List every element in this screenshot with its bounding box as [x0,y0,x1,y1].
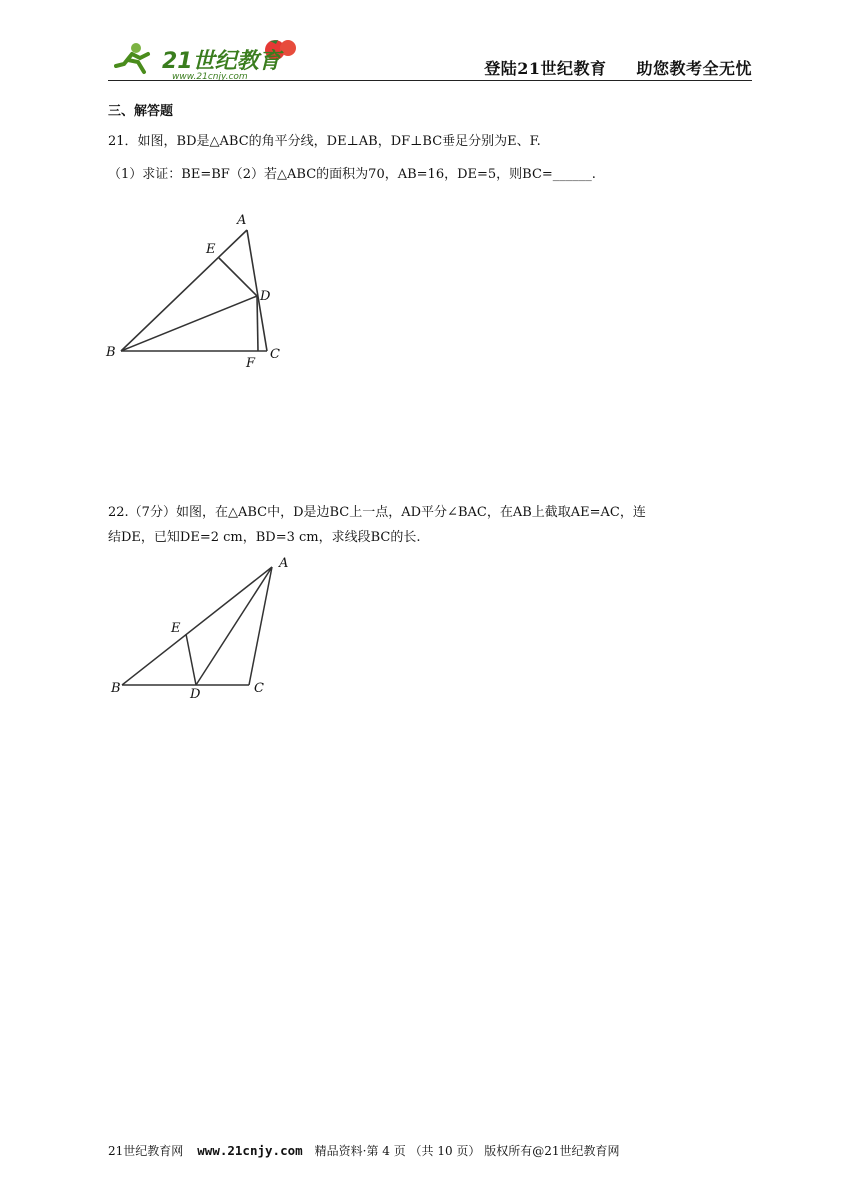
q21-label-b: B [106,345,116,360]
q21-label-f: F [246,356,256,371]
q22-label-b: B [111,681,121,696]
q21-label-c: C [270,347,280,362]
logo [110,36,310,82]
segment-bd [121,296,257,351]
slogan-right: 助您教考全无忧 [636,59,752,78]
header-divider [108,80,752,81]
logo-text: 21世纪教育 [162,49,281,74]
segment-ba [122,567,272,685]
q21-label-d: D [260,289,271,304]
segment-ba [121,230,247,351]
footer-site-link[interactable]: www.21cnjy.com [197,1143,303,1158]
segment-df [257,296,258,351]
q22-stem-line2: 结DE，已知DE=2 cm，BD=3 cm，求线段BC的长. [108,530,421,545]
q21-subquestions: （1）求证：BE=BF（2）若△ABC的面积为70，AB=16，DE=5，则BC=______. [108,167,596,182]
footer-left: 21世纪教育网 [108,1144,184,1158]
q22-label-c: C [254,681,264,696]
segment-ed [186,634,196,685]
q22-label-a: A [279,556,289,571]
q21-label-a: A [237,213,247,228]
q22-figure [100,550,300,709]
logo-url: www.21cnjy.com [172,72,248,82]
logo-graphic [110,36,310,82]
q21-stem: 21．如图，BD是△ABC的角平分线，DE⊥AB，DF⊥BC垂足分别为E、F. [108,134,541,149]
q22-label-d: D [190,687,201,702]
section-title: 三、解答题 [108,104,174,119]
header-slogan [484,56,752,79]
segment-de [219,258,257,296]
slogan-left: 登陆21世纪教育 [484,59,607,78]
q22-stem-line1: 22.（7分）如图，在△ABC中，D是边BC上一点，AD平分∠BAC，在AB上截取AE=AC，连 [108,505,646,520]
q21-label-e: E [206,242,216,257]
footer-right: 精品资料·第 4 页 （共 10 页） 版权所有@21世纪教育网 [314,1144,620,1158]
q22-label-e: E [171,621,181,636]
q21-figure [100,205,300,384]
page-footer [108,1142,620,1159]
